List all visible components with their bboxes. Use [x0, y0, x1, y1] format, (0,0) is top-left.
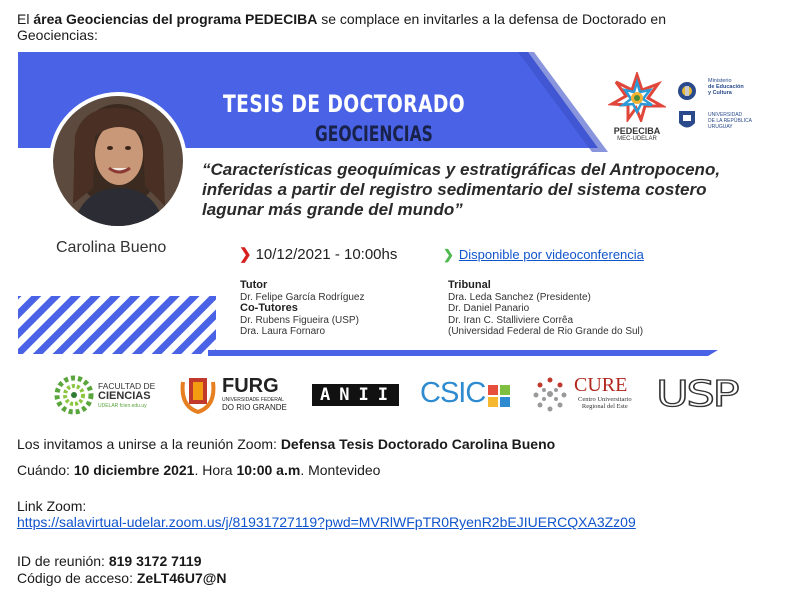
tutor-name: Dr. Felipe García Rodríguez [240, 291, 365, 303]
meeting-when [17, 462, 380, 478]
cotutor-name: Dra. Laura Fornaro [240, 326, 326, 337]
tribunal-heading: Tribunal [448, 279, 491, 291]
cure-logo [530, 372, 640, 416]
id-label: ID de reunión: [17, 553, 109, 569]
chevron-right-icon: ❯ [239, 246, 252, 263]
code-value: ZeLT46U7@N [136, 570, 227, 586]
when-date: 10 diciembre 2021 [73, 462, 195, 478]
ciencias-line: UDELAR fcien.edu.uy [98, 403, 147, 409]
csic-logo [420, 372, 515, 416]
cure-dots-icon [530, 374, 570, 414]
tutor-heading: Tutor [240, 279, 268, 291]
udelar-label: URUGUAY [708, 124, 733, 130]
poster-title: TESIS DE DOCTORADO [223, 90, 466, 118]
anii-name: ANII [312, 384, 399, 406]
when-label: Cuándo: [17, 462, 74, 478]
date-time [239, 245, 397, 263]
ciencias-logo [54, 372, 160, 416]
meeting-id [17, 553, 202, 569]
ciencias-line: FACULTAD DE [98, 381, 156, 391]
candidate-name: Carolina Bueno [56, 239, 167, 256]
furg-logo [180, 372, 290, 416]
pedeciba-sub: MEC-UDELAR [617, 136, 657, 142]
modality-label: Disponible por videoconferencia [458, 247, 644, 262]
mec-label: Ministerio [708, 78, 732, 84]
id-value: 819 3172 7119 [108, 553, 202, 569]
cotutors-heading: Co-Tutores [240, 302, 298, 314]
when-suffix: . Montevideo [300, 462, 381, 478]
invite-prefix: Los invitamos a unirse a la reunión Zoom: [17, 436, 281, 452]
bottom-blue-stripe [208, 350, 718, 356]
udelar-label: DE LA REPÚBLICA [708, 118, 752, 124]
code-label: Código de acceso: [17, 570, 137, 586]
candidate-photo [53, 96, 183, 226]
tribunal-member: (Universidad Federal de Rio Grande do Sul) [448, 326, 644, 337]
link-label: Link Zoom: [17, 498, 87, 514]
uruguay-sun-icon [676, 80, 698, 102]
usp-logo [656, 372, 752, 416]
poster-subtitle: GEOCIENCIAS [315, 122, 433, 146]
usp-name: USP [656, 374, 738, 415]
hatched-block [18, 296, 216, 354]
anii-logo [310, 372, 400, 416]
ciencias-swirl-icon [54, 375, 94, 415]
furg-name: FURG [222, 375, 279, 397]
mec-label: y Cultura [708, 90, 732, 96]
intro-bold: área Geociencias del programa PEDECIBA [33, 11, 318, 27]
institution-logos [52, 372, 752, 416]
csic-blocks-icon [488, 385, 510, 407]
pedeciba-label: PEDECIBA [613, 126, 661, 136]
tribunal-member: Dr. Iran C. Stalliviere Corrêa [448, 314, 574, 326]
cure-sub: Regional del Este [581, 403, 628, 410]
when-time: 10:00 a.m [236, 462, 301, 478]
mec-udelar-logos [676, 78, 766, 142]
zoom-link-row [17, 514, 636, 530]
udelar-label: UNIVERSIDAD [708, 112, 743, 118]
tribunal-block [448, 280, 643, 338]
thesis-title: “Características geoquímicas y estratigráficas del Antropoceno, inferidas a partir del registro sedimentario del sistema costero lagunar más grande del mundo” [202, 160, 721, 219]
udelar-shield-icon [678, 110, 696, 132]
cure-sub: Centro Universitario [578, 396, 632, 403]
meeting-name: Defensa Tesis Doctorado Carolina Bueno [280, 436, 556, 452]
furg-sub: UNIVERSIDADE FEDERAL [222, 397, 284, 403]
furg-sub: DO RIO GRANDE [222, 403, 287, 412]
intro-prefix: El [17, 11, 34, 27]
cotutor-name: Dr. Rubens Figueira (USP) [240, 314, 359, 326]
modality-link[interactable] [443, 247, 644, 263]
pedeciba-logo [608, 72, 666, 142]
ciencias-line: CIENCIAS [98, 390, 151, 402]
chevron-right-icon: ❯ [443, 247, 454, 262]
zoom-invitation [17, 436, 555, 452]
tutors-block [240, 280, 365, 338]
when-mid: . Hora [194, 462, 237, 478]
tribunal-member: Dr. Daniel Panario [448, 303, 530, 314]
csic-name: CSIC [420, 377, 486, 409]
mec-label: de Educación [708, 84, 744, 90]
date-time-value: 10/12/2021 - 10:00hs [255, 246, 398, 263]
zoom-link[interactable]: https://salavirtual-udelar.zoom.us/j/81931727119?pwd=MVRlWFpTR0RyenR2bEJIUERCQXA3Zz09 [17, 514, 636, 530]
intro-suffix: se complace en invitarles a la defensa de Doctorado en Geociencias: [17, 11, 666, 43]
tribunal-member: Dra. Leda Sanchez (Presidente) [448, 291, 591, 303]
cure-name: CURE [574, 374, 628, 396]
thesis-poster [18, 52, 763, 362]
furg-emblem-icon [180, 376, 216, 414]
access-code [17, 570, 227, 586]
intro-paragraph [17, 11, 717, 43]
